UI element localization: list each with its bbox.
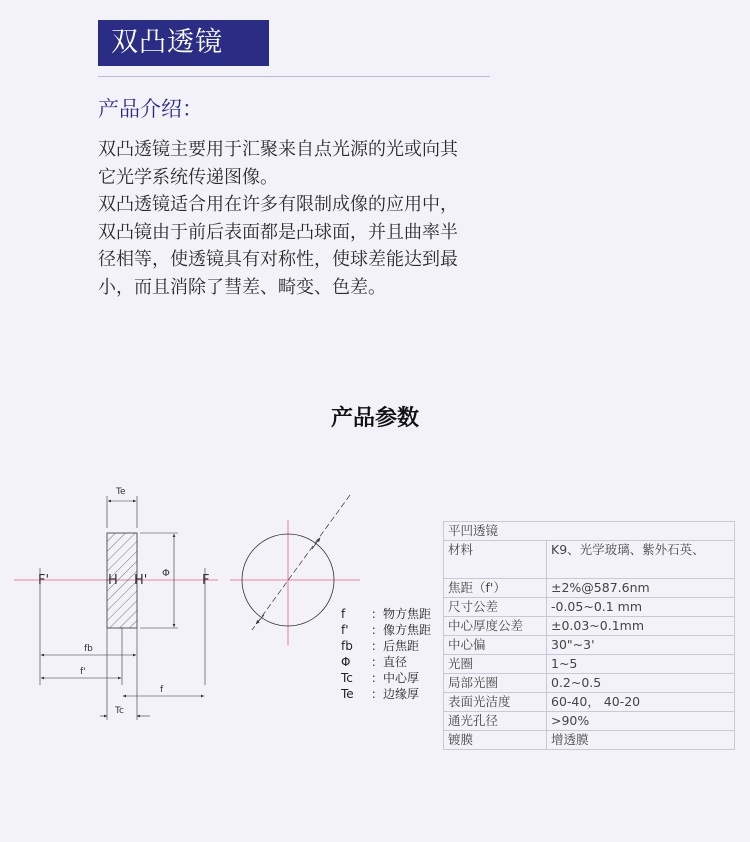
table-title-row <box>444 522 735 541</box>
label-h-prime: H' <box>134 573 148 588</box>
table-row <box>444 541 735 579</box>
legend-row <box>341 638 441 654</box>
table-row <box>444 693 735 712</box>
table-key: 光圈 <box>444 655 547 674</box>
diameter-indicator <box>252 495 350 630</box>
params-heading: 产品参数 <box>330 406 419 431</box>
legend-text: ：物方焦距 <box>371 607 432 621</box>
legend-text: ：中心厚 <box>371 671 420 685</box>
table-value: 60-40， 40-20 <box>547 693 735 712</box>
table-key: 中心厚度公差 <box>444 617 547 636</box>
label-te: Te <box>116 487 126 497</box>
table-value: 1~5 <box>547 655 735 674</box>
table-key: 尺寸公差 <box>444 598 547 617</box>
table-row <box>444 617 735 636</box>
table-key: 通光孔径 <box>444 712 547 731</box>
table-key: 镀膜 <box>444 731 547 750</box>
table-row <box>444 731 735 750</box>
table-value: K9、光学玻璃、紫外石英、 <box>547 541 735 579</box>
legend-row <box>341 670 441 686</box>
legend-symbol: f' <box>341 623 349 637</box>
intro-heading: 产品介绍： <box>98 97 203 121</box>
intro-body <box>98 136 473 302</box>
page-title: 双凸透镜 <box>98 20 269 66</box>
legend-text: ：直径 <box>371 655 408 669</box>
label-phi: Φ <box>162 568 170 579</box>
label-f-dim: f <box>160 685 164 695</box>
symbol-legend <box>341 606 441 702</box>
legend-text: ：后焦距 <box>371 639 420 653</box>
table-value: 30"~3' <box>547 636 735 655</box>
table-title: 平凹透镜 <box>444 522 735 541</box>
table-key: 局部光圈 <box>444 674 547 693</box>
legend-symbol: Φ <box>341 655 351 669</box>
table-value: 0.2~0.5 <box>547 674 735 693</box>
table-key: 中心偏 <box>444 636 547 655</box>
intro-paragraph-2: 双凸透镜适合用在许多有限制成像的应用中，双凸镜由于前后表面都是凸球面，并且曲率半径相等，使透镜具有对称性，使球差能达到最小，而且消除了彗差、畸变、色差。 <box>98 194 458 298</box>
table-key: 材料 <box>444 541 547 579</box>
label-tc: Tc <box>115 706 124 716</box>
table-value: ±0.03~0.1mm <box>547 617 735 636</box>
legend-text: ：像方焦距 <box>371 623 432 637</box>
table-value: >90% <box>547 712 735 731</box>
legend-row <box>341 686 441 702</box>
label-fb: fb <box>84 644 93 654</box>
table-value: 增透膜 <box>547 731 735 750</box>
legend-symbol: fb <box>341 639 353 653</box>
table-row <box>444 674 735 693</box>
table-value: -0.05~0.1 mm <box>547 598 735 617</box>
title-divider <box>98 76 490 77</box>
table-row <box>444 655 735 674</box>
label-f-point: F <box>202 573 210 588</box>
table-row <box>444 598 735 617</box>
legend-row <box>341 606 441 622</box>
label-h: H <box>108 573 118 588</box>
table-row <box>444 712 735 731</box>
table-row <box>444 579 735 598</box>
params-table <box>443 521 735 750</box>
table-value: ±2%@587.6nm <box>547 579 735 598</box>
table-row <box>444 636 735 655</box>
table-key: 焦距（f'） <box>444 579 547 598</box>
intro-paragraph-1: 双凸透镜主要用于汇聚来自点光源的光或向其它光学系统传递图像。 <box>98 139 458 188</box>
legend-symbol: Tc <box>341 671 353 685</box>
legend-row <box>341 654 441 670</box>
table-key: 表面光洁度 <box>444 693 547 712</box>
legend-text: ：边缘厚 <box>371 687 420 701</box>
legend-symbol: Te <box>341 687 354 701</box>
legend-symbol: f <box>341 607 346 621</box>
label-f-prime-dim: f' <box>80 667 86 677</box>
legend-row <box>341 622 441 638</box>
label-f-prime-point: F' <box>38 573 50 588</box>
